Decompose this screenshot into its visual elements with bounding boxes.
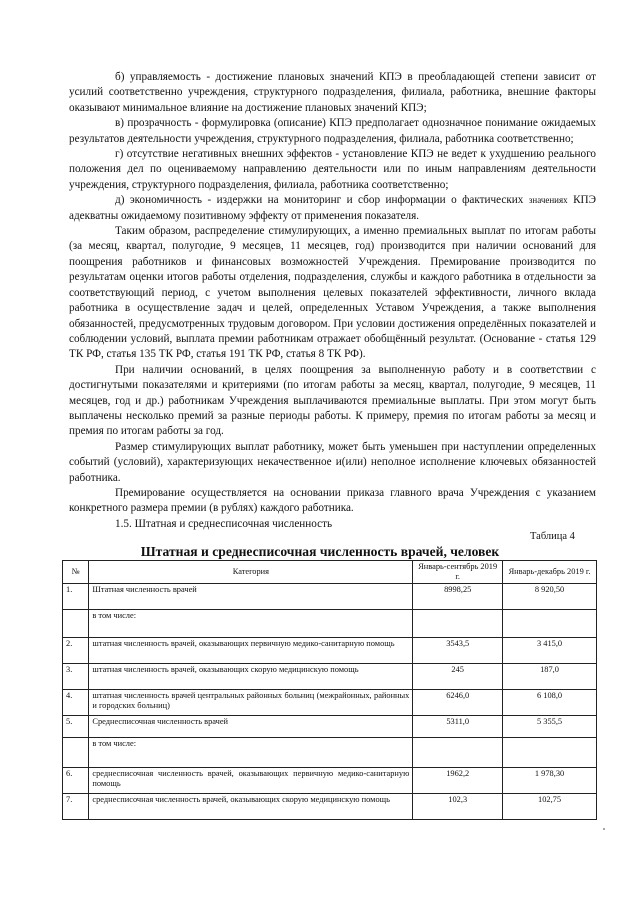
paragraph-d-after: КПЭ адекватны ожидаемому позитивному эффекту от применения показателя. — [69, 194, 597, 222]
row-num: 5. — [63, 716, 89, 738]
row-num: 2. — [63, 638, 89, 664]
paragraph-d-text: д) экономичность - издержки на мониторинг и сбор информации о фактических — [115, 194, 524, 207]
row-value-jan-sep: 1962,2 — [413, 768, 503, 794]
header-jan-dec: Январь-декабрь 2019 г. — [503, 561, 597, 584]
row-num: 1. — [63, 584, 89, 610]
row-category: среднесписочная численность врачей, оказывающих первичную медико-санитарную помощь — [89, 768, 413, 794]
row-category: штатная численность врачей, оказывающих скорую медицинскую помощь — [89, 664, 413, 690]
row-category: штатная численность врачей, оказывающих первичную медико-санитарную помощь — [89, 638, 413, 664]
table-title: Штатная и среднесписочная численность врачей, человек — [140, 544, 500, 559]
row-category: Штатная численность врачей — [89, 584, 413, 610]
row-value-jan-dec: 8 920,50 — [503, 584, 597, 610]
paragraph-g: г) отсутствие негативных внешних эффектов - установление КПЭ не ведет к ухудшению реального положения дел по оцениваемому направлению деятельности или по иным направлениям деятельности учреждения, структурного подразделения, филиала, работника соответственно; — [69, 148, 596, 191]
row-num: 7. — [63, 794, 89, 820]
table-row — [63, 794, 597, 820]
table-row — [63, 690, 597, 716]
row-value-jan-dec: 3 415,0 — [503, 638, 597, 664]
paragraph-premium-size: Размер стимулирующих выплат работнику, может быть уменьшен при наступлении определенных событий (условий), характеризующих некачественное и(или) неполное исполнение ключевых обязанностей работника. — [69, 440, 596, 484]
table-row — [63, 610, 597, 638]
row-value-jan-dec: 1 978,30 — [503, 768, 597, 794]
paragraph-premium-grounds: При наличии оснований, в целях поощрения за выполненную работу и в соответствии с достигнутыми показателями и критериями (по итогам работы за месяц, квартал, полугодие, 9 месяцев, 11 месяцев, год и др.) работникам Учреждения выплачиваются премиальные выплаты. При этом могут быть выплачены несколько премий за разные периоды работы. К примеру, премия по итогам работы за месяц и премия по итогам работы за год. — [69, 363, 596, 438]
row-value-jan-sep — [413, 738, 503, 768]
row-value-jan-dec: 6 108,0 — [503, 690, 597, 716]
row-value-jan-dec — [503, 738, 597, 768]
row-value-jan-dec — [503, 610, 597, 638]
paragraph-premium-basis: Таким образом, распределение стимулирующих, а именно премиальных выплат по итогам работы (за месяц, квартал, полугодие, 9 месяцев, 11 месяцев, год) производится при наличии оснований для поощрения работников и финансовых возможностей Учреждения. Премирование производится по результатам оценки итогов работы отделения, подразделения, службы и каждого работника в отдельности за соответствующий период, с учетом выполнения целевых показателей эффективности, личного вклада работника в осуществление задач и целей, определенных Уставом Учреждения, а также выполнения обязанностей, предусмотренных трудовым договором. При условии достижения определённых показателей и соблюдении условий, выплата премии работникам отражает обобщённый результат. (Основание - статья 129 ТК РФ, статья 135 ТК РФ, статья 191 ТК РФ, статья 8 ТК РФ). — [69, 225, 596, 361]
table-header-row — [63, 561, 597, 584]
paragraph-d — [69, 193, 596, 224]
staff-table — [62, 560, 597, 820]
table-row — [63, 738, 597, 768]
row-num: 4. — [63, 690, 89, 716]
row-value-jan-dec: 187,0 — [503, 664, 597, 690]
scan-speck — [603, 828, 605, 830]
row-category: в том числе: — [89, 610, 413, 638]
row-value-jan-sep: 245 — [413, 664, 503, 690]
table-note: Таблица 4 — [530, 531, 575, 542]
row-category: в том числе: — [89, 738, 413, 768]
table-row — [63, 638, 597, 664]
paragraph-premium-order: Премирование осуществляется на основании приказа главного врача Учреждения с указанием конкретного размера премии (в рублях) каждого работника. — [69, 486, 596, 515]
table-row — [63, 716, 597, 738]
paragraph-b: б) управляемость - достижение плановых значений КПЭ в преобладающей степени зависит от усилий соответственно учреждения, структурного подразделения, филиала, работника, внешние факторы оказывают минимальное влияние на достижение плановых значений КПЭ; — [69, 71, 596, 114]
section-heading: 1.5. Штатная и среднесписочная численность — [115, 517, 333, 530]
paragraph-v: в) прозрачность - формулировка (описание) КПЭ предполагает однозначное понимание ожидаемых результатов деятельности учреждения, структурного подразделения, филиала, работника соответственно; — [69, 117, 596, 145]
row-value-jan-sep: 8998,25 — [413, 584, 503, 610]
row-value-jan-dec: 5 355,5 — [503, 716, 597, 738]
row-num: 6. — [63, 768, 89, 794]
row-num: 3. — [63, 664, 89, 690]
table-row — [63, 768, 597, 794]
row-num — [63, 610, 89, 638]
body-text — [69, 70, 596, 532]
row-value-jan-sep — [413, 610, 503, 638]
row-value-jan-sep: 6246,0 — [413, 690, 503, 716]
row-category: штатная численность врачей центральных районных больниц (межрайонных, районных и городских больниц) — [89, 690, 413, 716]
row-num — [63, 738, 89, 768]
header-jan-sep: Январь-сентябрь 2019 г. — [413, 561, 503, 584]
header-num: № — [63, 561, 89, 584]
row-category: среднесписочная численность врачей, оказывающих скорую медицинскую помощь — [89, 794, 413, 820]
table-row — [63, 584, 597, 610]
paragraph-d-small: значениях — [528, 195, 568, 206]
row-value-jan-sep: 3543,5 — [413, 638, 503, 664]
row-value-jan-sep: 102,3 — [413, 794, 503, 820]
row-value-jan-dec: 102,75 — [503, 794, 597, 820]
row-category: Среднесписочная численность врачей — [89, 716, 413, 738]
header-category: Категория — [89, 561, 413, 584]
row-value-jan-sep: 5311,0 — [413, 716, 503, 738]
table-row — [63, 664, 597, 690]
